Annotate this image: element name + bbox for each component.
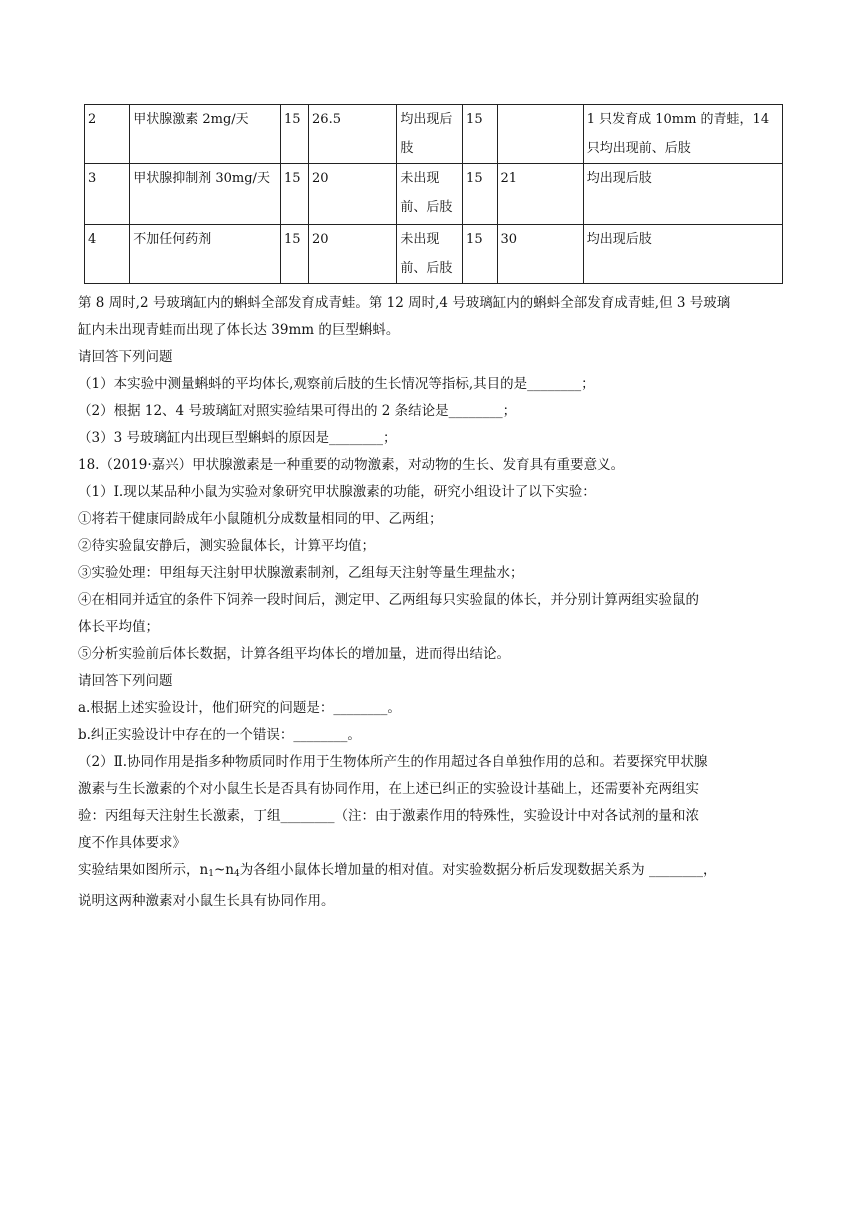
section-2-line: 验：丙组每天注射生长激素，丁组________（注：由于激素作用的特殊性，实验设计中对各试剂的量和浓 <box>78 808 699 824</box>
table-row <box>85 225 783 284</box>
section-1-intro: （1）Ⅰ.现以某品种小鼠为实验对象研究甲状腺激素的功能，研究小组设计了以下实验： <box>78 484 596 500</box>
table-cell: 15 <box>463 225 497 284</box>
body-text <box>78 290 783 915</box>
table-cell: 2 <box>85 105 130 164</box>
step-5: ⑤分析实验前后体长数据，计算各组平均体长的增加量，进而得出结论。 <box>78 646 510 662</box>
table-cell: 均出现后肢 <box>397 105 463 164</box>
table-cell: 21 <box>497 164 583 225</box>
table-cell: 15 <box>463 105 497 164</box>
table-cell: 甲状腺抑制剂 30mg/天 <box>130 164 281 225</box>
question-b: b.纠正实验设计中存在的一个错误：________。 <box>78 727 361 743</box>
table-cell: 15 <box>281 225 309 284</box>
paragraph-line: 缸内未出现青蛙而出现了体长达 39mm 的巨型蝌蚪。 <box>78 322 400 338</box>
step-4: ④在相同并适宜的条件下饲养一段时间后，测定甲、乙两组每只实验鼠的体长，并分别计算两组实验鼠的 <box>78 592 699 608</box>
table-row <box>85 164 783 225</box>
prompt-line: 请回答下列问题 <box>78 349 173 365</box>
question-18-title: 18.（2019·嘉兴）甲状腺激素是一种重要的动物激素，对动物的生长、发育具有重要意义。 <box>78 457 625 473</box>
result-text: 实验结果如图所示，n <box>78 862 209 878</box>
table-cell: 3 <box>85 164 130 225</box>
paragraph-line: 第 8 周时,2 号玻璃缸内的蝌蚪全部发育成青蛙。第 12 周时,4 号玻璃缸内的蝌蚪全部发育成青蛙,但 3 号玻璃 <box>78 295 731 311</box>
step-2: ②待实验鼠安静后，测实验鼠体长，计算平均值； <box>78 538 375 554</box>
table-cell: 4 <box>85 225 130 284</box>
result-text: 为各组小鼠体长增加量的相对值。对实验数据分析后发现数据关系为 ________， <box>239 862 717 878</box>
table-cell: 15 <box>281 164 309 225</box>
question-2: （2）根据 12、4 号玻璃缸对照实验结果可得出的 2 条结论是________； <box>78 403 517 419</box>
subscript: 1 <box>208 869 214 879</box>
table-cell: 均出现后肢 <box>583 164 782 225</box>
question-1: （1）本实验中测量蝌蚪的平均体长,观察前后肢的生长情况等指标,其目的是________； <box>78 376 595 392</box>
prompt-line: 请回答下列问题 <box>78 673 173 689</box>
experiment-table <box>84 104 783 284</box>
table-cell: 1 只发育成 10mm 的青蛙，14 只均出现前、后肢 <box>583 105 782 164</box>
table-cell: 30 <box>497 225 583 284</box>
step-4-continued: 体长平均值； <box>78 619 159 635</box>
subscript: 4 <box>233 869 240 879</box>
table-row <box>85 105 783 164</box>
table-cell: 未出现前、后肢 <box>397 225 463 284</box>
result-text: ~n <box>213 862 234 878</box>
section-2-line: 激素与生长激素的个对小鼠生长是否具有协同作用，在上述已纠正的实验设计基础上，还需要补充两组实 <box>78 781 699 797</box>
table-cell: 不加任何药剂 <box>130 225 281 284</box>
question-3: （3）3 号玻璃缸内出现巨型蝌蚪的原因是________； <box>78 430 397 446</box>
question-a: a.根据上述实验设计，他们研究的问题是：________。 <box>78 700 401 716</box>
table-cell: 15 <box>281 105 309 164</box>
result-line: 说明这两种激素对小鼠生长具有协同作用。 <box>78 893 335 909</box>
table-cell: 20 <box>309 164 397 225</box>
step-3: ③实验处理：甲组每天注射甲状腺激素制剂，乙组每天注射等量生理盐水； <box>78 565 524 581</box>
table-cell: 15 <box>463 164 497 225</box>
section-2-line: （2）Ⅱ.协同作用是指多种物质同时作用于生物体所产生的作用超过各自单独作用的总和。若要探究甲状腺 <box>78 754 708 770</box>
table-cell: 均出现后肢 <box>583 225 782 284</box>
result-line <box>78 857 783 888</box>
table-cell: 26.5 <box>309 105 397 164</box>
table-cell <box>497 105 583 164</box>
step-1: ①将若干健康同龄成年小鼠随机分成数量相同的甲、乙两组； <box>78 511 443 527</box>
table-cell: 甲状腺激素 2mg/天 <box>130 105 281 164</box>
table-cell: 未出现前、后肢 <box>397 164 463 225</box>
table-cell: 20 <box>309 225 397 284</box>
section-2-line: 度不作具体要求》 <box>78 835 186 851</box>
